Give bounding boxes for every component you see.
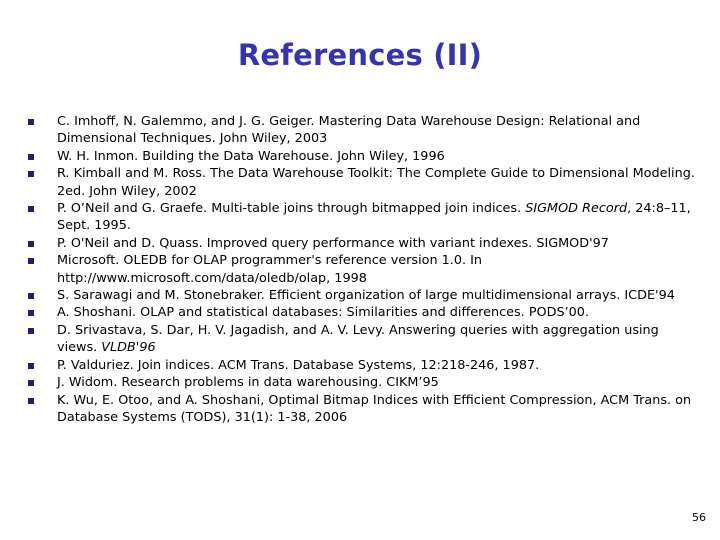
reference-venue: VLDB'96 [101, 340, 156, 356]
reference-text: P. O'Neil and D. Quass. Improved query performance with variant indexes. SIGMOD'97 [57, 235, 609, 251]
reference-item [28, 287, 700, 304]
square-bullet-icon [28, 241, 34, 247]
reference-item [28, 304, 700, 321]
square-bullet-icon [28, 398, 34, 404]
slide-title: References (II) [237, 38, 483, 72]
reference-text: P. O’Neil and G. Graefe. Multi-table joins through bitmapped join indices. [57, 201, 526, 217]
reference-text: S. Sarawagi and M. Stonebraker. Efficient organization of large multidimensional arrays. ICDE'94 [57, 288, 675, 304]
square-bullet-icon [28, 206, 34, 212]
reference-text: D. Srivastava, S. Dar, H. V. Jagadish, and A. V. Levy. Answering queries with aggregation using views. [57, 322, 659, 356]
square-bullet-icon [28, 154, 34, 160]
reference-item [28, 322, 700, 357]
reference-item [28, 252, 700, 287]
reference-text: R. Kimball and M. Ross. The Data Warehouse Toolkit: The Complete Guide to Dimensional Modeling. 2ed. John Wiley, 2002 [57, 166, 695, 199]
reference-text: K. Wu, E. Otoo, and A. Shoshani, Optimal Bitmap Indices with Efficient Compression, ACM Trans. on Database Systems (TODS), 31(1): 1-38, 2006 [57, 392, 692, 425]
reference-text: A. Shoshani. OLAP and statistical databases: Similarities and differences. PODS’00. [57, 305, 590, 321]
square-bullet-icon [28, 363, 34, 369]
reference-list [28, 113, 700, 426]
reference-item [28, 357, 700, 374]
reference-text: W. H. Inmon. Building the Data Warehouse. John Wiley, 1996 [57, 148, 445, 164]
reference-text: Microsoft. OLEDB for OLAP programmer's reference version 1.0. In http://www.microsoft.com/data/oledb/olap, 1998 [57, 253, 483, 286]
reference-item [28, 165, 700, 200]
square-bullet-icon [28, 293, 34, 299]
square-bullet-icon [28, 171, 34, 177]
square-bullet-icon [28, 328, 34, 334]
reference-item [28, 235, 700, 252]
page-number: 56 [692, 511, 706, 524]
reference-suffix: , 24:8–11, Sept. 1995. [57, 201, 691, 234]
reference-item [28, 392, 700, 427]
square-bullet-icon [28, 258, 34, 264]
reference-item [28, 374, 700, 391]
reference-text: P. Valduriez. Join indices. ACM Trans. Database Systems, 12:218-246, 1987. [57, 357, 540, 373]
square-bullet-icon [28, 310, 34, 316]
reference-item [28, 148, 700, 165]
reference-item [28, 113, 700, 148]
square-bullet-icon [28, 119, 34, 125]
reference-item [28, 200, 700, 235]
reference-venue: SIGMOD Record [525, 201, 628, 217]
reference-text: C. Imhoff, N. Galemmo, and J. G. Geiger. Mastering Data Warehouse Design: Relational and Dimensional Techniques. John Wiley, 2003 [57, 114, 641, 147]
reference-text: J. Widom. Research problems in data warehousing. CIKM’95 [57, 375, 439, 391]
square-bullet-icon [28, 380, 34, 386]
